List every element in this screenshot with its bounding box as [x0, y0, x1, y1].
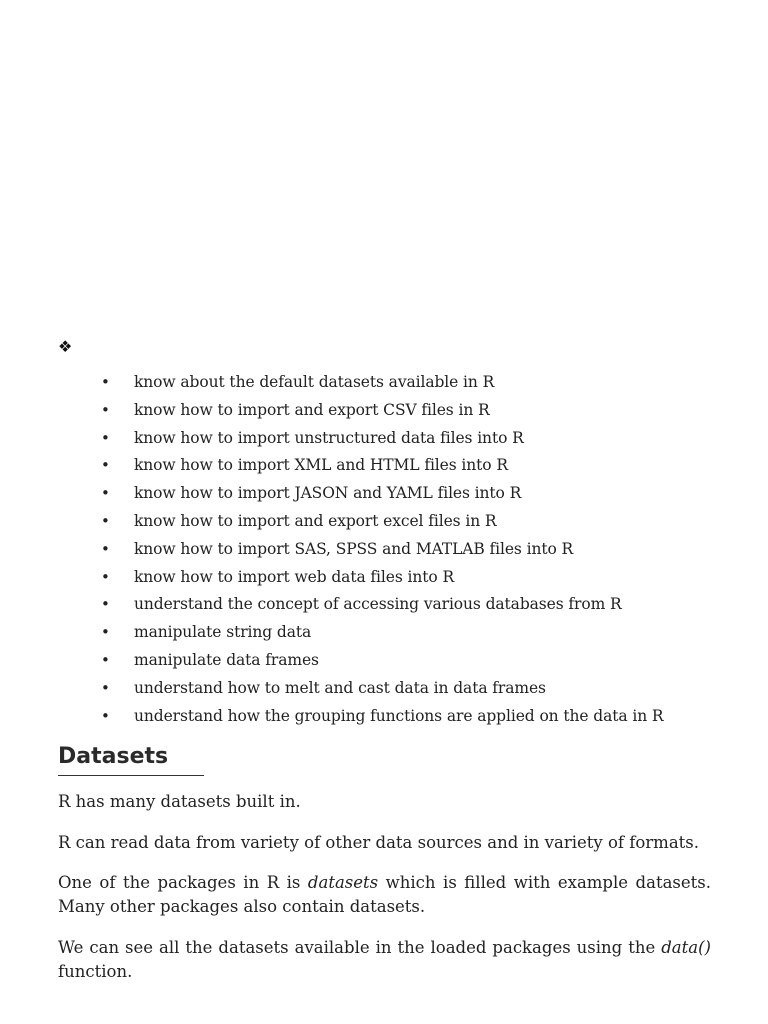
list-item: [0, 425, 664, 453]
bullet-icon: •: [101, 567, 110, 586]
list-item: [0, 369, 664, 397]
bullet-icon: •: [101, 428, 110, 447]
paragraph-text: which is filled with example datasets. Many other packages also contain datasets.: [58, 873, 711, 916]
list-item: [0, 619, 664, 647]
paragraph-data-function: [58, 936, 711, 984]
package-name: datasets: [307, 873, 379, 892]
list-item: [0, 508, 664, 536]
list-item-text: manipulate data frames: [134, 650, 319, 669]
list-item-text: understand how the grouping functions are applied on the data in R: [134, 706, 664, 725]
bullet-icon: •: [101, 511, 110, 530]
bullet-icon: •: [101, 456, 110, 475]
list-item: [0, 647, 664, 675]
list-item: [0, 703, 664, 731]
paragraph-data-sources: R can read data from variety of other data sources and in variety of formats.: [58, 833, 699, 852]
list-item-text: know about the default datasets available in R: [134, 373, 495, 391]
bullet-icon: •: [101, 650, 110, 669]
paragraph-text: One of the packages in R is: [58, 873, 308, 892]
list-item: [0, 452, 664, 480]
list-item-text: know how to import JASON and YAML files into R: [134, 484, 522, 503]
bullet-icon: •: [101, 595, 110, 614]
bullet-icon: •: [101, 484, 110, 503]
list-item: [0, 675, 664, 703]
list-item-text: understand the concept of accessing various databases from R: [134, 595, 622, 614]
bullet-icon: •: [101, 706, 110, 725]
paragraph-datasets-package: [58, 871, 711, 919]
paragraph-built-in: R has many datasets built in.: [58, 792, 301, 811]
bullet-icon: •: [101, 539, 110, 558]
list-item: [0, 480, 664, 508]
list-item-text: manipulate string data: [134, 623, 312, 642]
diamond-bullet-icon: ❖: [58, 337, 73, 356]
learning-objectives-list: [0, 369, 664, 730]
list-item-text: know how to import web data files into R: [134, 567, 455, 586]
function-name: data(): [661, 938, 711, 957]
paragraph-text: function.: [58, 962, 133, 981]
list-item: [0, 397, 664, 425]
list-item: [0, 591, 664, 619]
bullet-icon: •: [101, 400, 110, 419]
list-item-text: know how to import XML and HTML files into R: [134, 456, 508, 475]
list-item-text: know how to import unstructured data files into R: [134, 428, 524, 447]
list-item: [0, 536, 664, 564]
bullet-icon: •: [101, 623, 110, 642]
section-heading-datasets: Datasets: [58, 744, 169, 769]
paragraph-text: We can see all the datasets available in the loaded packages using the: [58, 938, 662, 957]
list-item: [0, 564, 664, 592]
list-item-text: know how to import and export CSV files in R: [134, 400, 490, 419]
heading-underline: [58, 775, 204, 776]
list-item-text: know how to import SAS, SPSS and MATLAB files into R: [134, 539, 574, 558]
bullet-icon: •: [101, 373, 110, 391]
bullet-icon: •: [101, 678, 110, 697]
list-item-text: understand how to melt and cast data in data frames: [134, 678, 546, 697]
list-item-text: know how to import and export excel files in R: [134, 511, 497, 530]
